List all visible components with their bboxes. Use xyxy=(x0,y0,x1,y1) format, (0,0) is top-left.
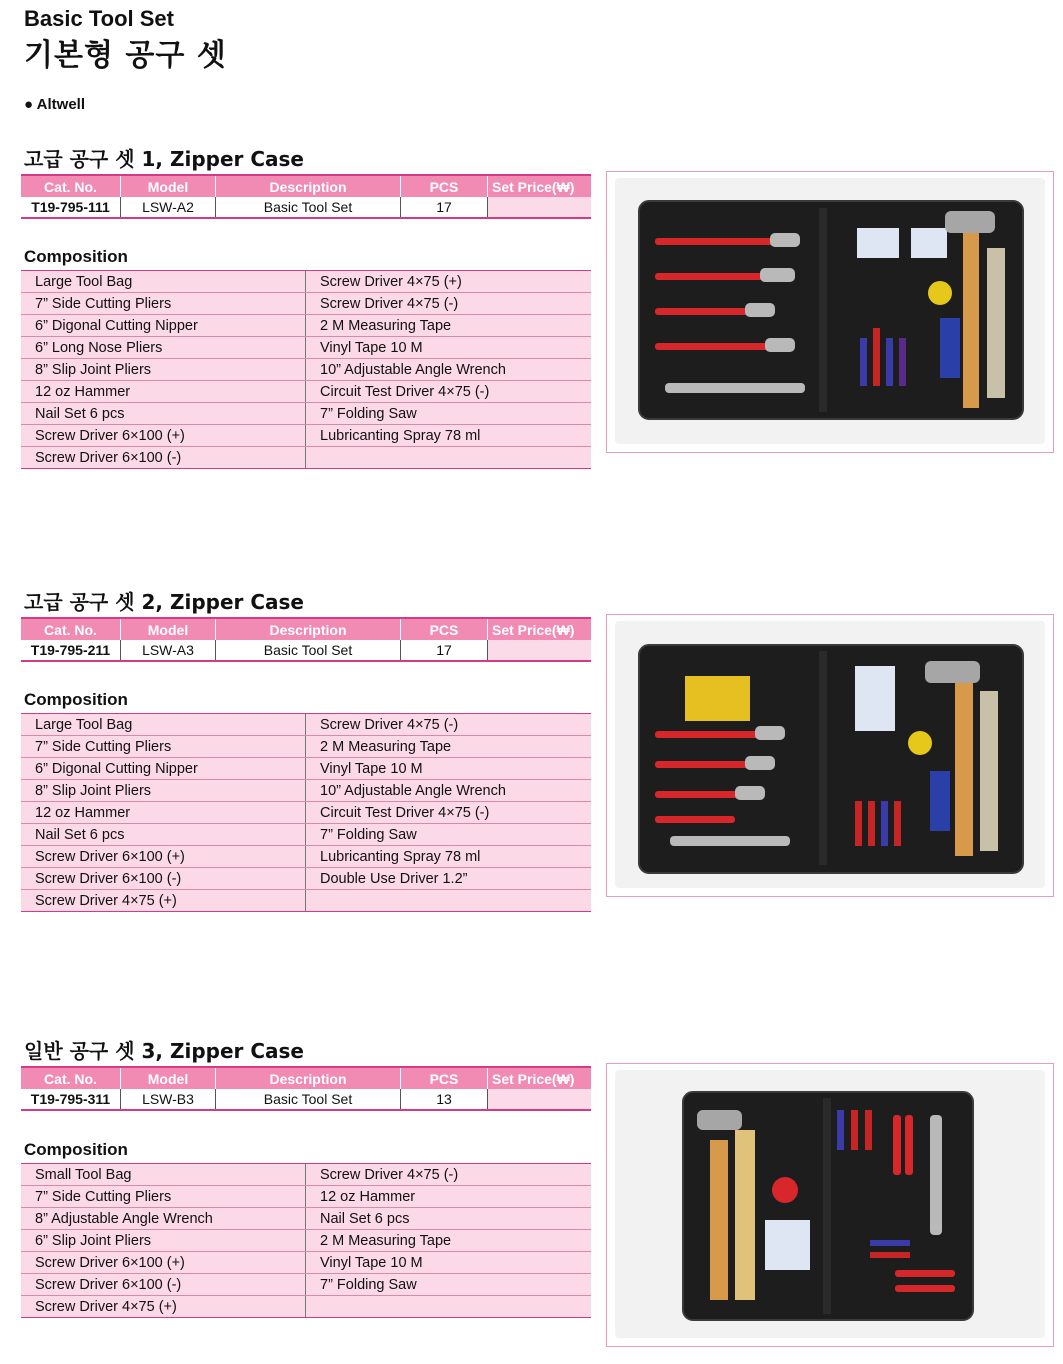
composition-item: Screw Driver 4×75 (+) xyxy=(21,1296,306,1318)
page-title-english: Basic Tool Set xyxy=(24,6,174,31)
composition-item: 7” Side Cutting Pliers xyxy=(21,293,306,315)
composition-item: Nail Set 6 pcs xyxy=(306,1208,592,1230)
table-row xyxy=(21,447,591,469)
description-cell: Basic Tool Set xyxy=(216,640,401,661)
pcs-header: PCS xyxy=(401,175,488,197)
composition-item: Circuit Test Driver 4×75 (-) xyxy=(306,802,592,824)
composition-item xyxy=(306,890,592,912)
composition-item: 2 M Measuring Tape xyxy=(306,1230,592,1252)
composition-item: Double Use Driver 1.2” xyxy=(306,868,592,890)
description-header: Description xyxy=(216,1067,401,1089)
table-row xyxy=(21,736,591,758)
table-row xyxy=(21,846,591,868)
set-3-info-table xyxy=(21,1066,591,1111)
set-price-header: Set Price(₩) xyxy=(488,175,592,197)
composition-item: 8” Adjustable Angle Wrench xyxy=(21,1208,306,1230)
composition-item: 10” Adjustable Angle Wrench xyxy=(306,780,592,802)
composition-item: Screw Driver 6×100 (-) xyxy=(21,447,306,469)
set-3-photo-frame xyxy=(606,1063,1054,1347)
table-row xyxy=(21,1186,591,1208)
set-3-title: 일반 공구 셋 3, Zipper Case xyxy=(24,1039,304,1063)
pcs-cell: 13 xyxy=(401,1089,488,1110)
model-header: Model xyxy=(121,175,216,197)
composition-item: Nail Set 6 pcs xyxy=(21,824,306,846)
table-row xyxy=(21,381,591,403)
composition-item: Screw Driver 4×75 (+) xyxy=(306,271,592,293)
pcs-header: PCS xyxy=(401,1067,488,1089)
composition-item: 6” Digonal Cutting Nipper xyxy=(21,315,306,337)
table-row xyxy=(21,780,591,802)
composition-item: Screw Driver 6×100 (+) xyxy=(21,846,306,868)
description-header: Description xyxy=(216,618,401,640)
composition-item: 12 oz Hammer xyxy=(21,381,306,403)
composition-item: Screw Driver 4×75 (-) xyxy=(306,714,592,736)
model-cell: LSW-B3 xyxy=(121,1089,216,1110)
set-2-title: 고급 공구 셋 2, Zipper Case xyxy=(24,590,304,614)
set-price-header: Set Price(₩) xyxy=(488,618,592,640)
composition-item: 6” Digonal Cutting Nipper xyxy=(21,758,306,780)
table-row xyxy=(21,425,591,447)
composition-label: Composition xyxy=(24,247,128,266)
set-2-info-table xyxy=(21,617,591,662)
table-row xyxy=(21,403,591,425)
table-row xyxy=(21,868,591,890)
composition-label: Composition xyxy=(24,690,128,709)
composition-item: 2 M Measuring Tape xyxy=(306,315,592,337)
composition-item: Circuit Test Driver 4×75 (-) xyxy=(306,381,592,403)
set-1-info-table xyxy=(21,174,591,219)
table-row xyxy=(21,1164,591,1186)
composition-item: Vinyl Tape 10 M xyxy=(306,758,592,780)
set-price-cell xyxy=(488,640,592,661)
composition-item: 7” Folding Saw xyxy=(306,1274,592,1296)
composition-item: Large Tool Bag xyxy=(21,714,306,736)
composition-item: 7” Folding Saw xyxy=(306,824,592,846)
tool-case-image xyxy=(615,178,1045,444)
set-price-header: Set Price(₩) xyxy=(488,1067,592,1089)
pcs-cell: 17 xyxy=(401,197,488,218)
cat-no-header: Cat. No. xyxy=(21,175,121,197)
table-row xyxy=(21,1208,591,1230)
composition-item: Screw Driver 4×75 (+) xyxy=(21,890,306,912)
set-2-composition-table xyxy=(21,713,591,912)
table-row xyxy=(21,714,591,736)
cat-no-header: Cat. No. xyxy=(21,618,121,640)
set-price-cell xyxy=(488,197,592,218)
brand-label: ● Altwell xyxy=(24,96,86,113)
description-cell: Basic Tool Set xyxy=(216,197,401,218)
tool-case-image xyxy=(615,1070,1045,1338)
composition-item: Screw Driver 4×75 (-) xyxy=(306,1164,592,1186)
composition-item: Screw Driver 4×75 (-) xyxy=(306,293,592,315)
pcs-header: PCS xyxy=(401,618,488,640)
composition-item: Large Tool Bag xyxy=(21,271,306,293)
set-price-cell xyxy=(488,1089,592,1110)
composition-item: Screw Driver 6×100 (+) xyxy=(21,425,306,447)
model-cell: LSW-A2 xyxy=(121,197,216,218)
table-row xyxy=(21,824,591,846)
set-1-title: 고급 공구 셋 1, Zipper Case xyxy=(24,147,304,171)
composition-item xyxy=(306,447,592,469)
composition-item: 8” Slip Joint Pliers xyxy=(21,780,306,802)
description-cell: Basic Tool Set xyxy=(216,1089,401,1110)
composition-item: 7” Side Cutting Pliers xyxy=(21,736,306,758)
table-row xyxy=(21,359,591,381)
set-1-photo-frame xyxy=(606,171,1054,453)
composition-item: 10” Adjustable Angle Wrench xyxy=(306,359,592,381)
tool-case-image xyxy=(615,621,1045,888)
page-title-korean: 기본형 공구 셋 xyxy=(24,38,227,73)
composition-item xyxy=(306,1296,592,1318)
composition-item: 7” Side Cutting Pliers xyxy=(21,1186,306,1208)
composition-item: Screw Driver 6×100 (-) xyxy=(21,868,306,890)
table-row xyxy=(21,1252,591,1274)
cat-no-cell: T19-795-311 xyxy=(21,1089,121,1110)
composition-item: 2 M Measuring Tape xyxy=(306,736,592,758)
table-row xyxy=(21,271,591,293)
table-row xyxy=(21,293,591,315)
model-header: Model xyxy=(121,1067,216,1089)
table-row xyxy=(21,802,591,824)
composition-item: 6” Slip Joint Pliers xyxy=(21,1230,306,1252)
table-row xyxy=(21,890,591,912)
composition-item: Small Tool Bag xyxy=(21,1164,306,1186)
composition-item: Nail Set 6 pcs xyxy=(21,403,306,425)
pcs-cell: 17 xyxy=(401,640,488,661)
table-row xyxy=(21,1274,591,1296)
composition-item: Vinyl Tape 10 M xyxy=(306,1252,592,1274)
set-1-composition-table xyxy=(21,270,591,469)
set-2-product-photo xyxy=(615,621,1045,888)
composition-item: 7” Folding Saw xyxy=(306,403,592,425)
table-row xyxy=(21,315,591,337)
composition-item: 12 oz Hammer xyxy=(306,1186,592,1208)
composition-item: Lubricanting Spray 78 ml xyxy=(306,846,592,868)
table-row xyxy=(21,758,591,780)
composition-item: Screw Driver 6×100 (+) xyxy=(21,1252,306,1274)
table-row xyxy=(21,337,591,359)
cat-no-cell: T19-795-211 xyxy=(21,640,121,661)
composition-item: Screw Driver 6×100 (-) xyxy=(21,1274,306,1296)
set-2-photo-frame xyxy=(606,614,1054,897)
table-row xyxy=(21,1296,591,1318)
set-3-composition-table xyxy=(21,1163,591,1318)
set-1-product-photo xyxy=(615,178,1045,444)
description-header: Description xyxy=(216,175,401,197)
cat-no-cell: T19-795-111 xyxy=(21,197,121,218)
composition-item: Vinyl Tape 10 M xyxy=(306,337,592,359)
composition-label: Composition xyxy=(24,1140,128,1159)
composition-item: 8” Slip Joint Pliers xyxy=(21,359,306,381)
set-3-product-photo xyxy=(615,1070,1045,1338)
model-cell: LSW-A3 xyxy=(121,640,216,661)
cat-no-header: Cat. No. xyxy=(21,1067,121,1089)
table-row xyxy=(21,1230,591,1252)
model-header: Model xyxy=(121,618,216,640)
composition-item: 12 oz Hammer xyxy=(21,802,306,824)
composition-item: Lubricanting Spray 78 ml xyxy=(306,425,592,447)
composition-item: 6” Long Nose Pliers xyxy=(21,337,306,359)
